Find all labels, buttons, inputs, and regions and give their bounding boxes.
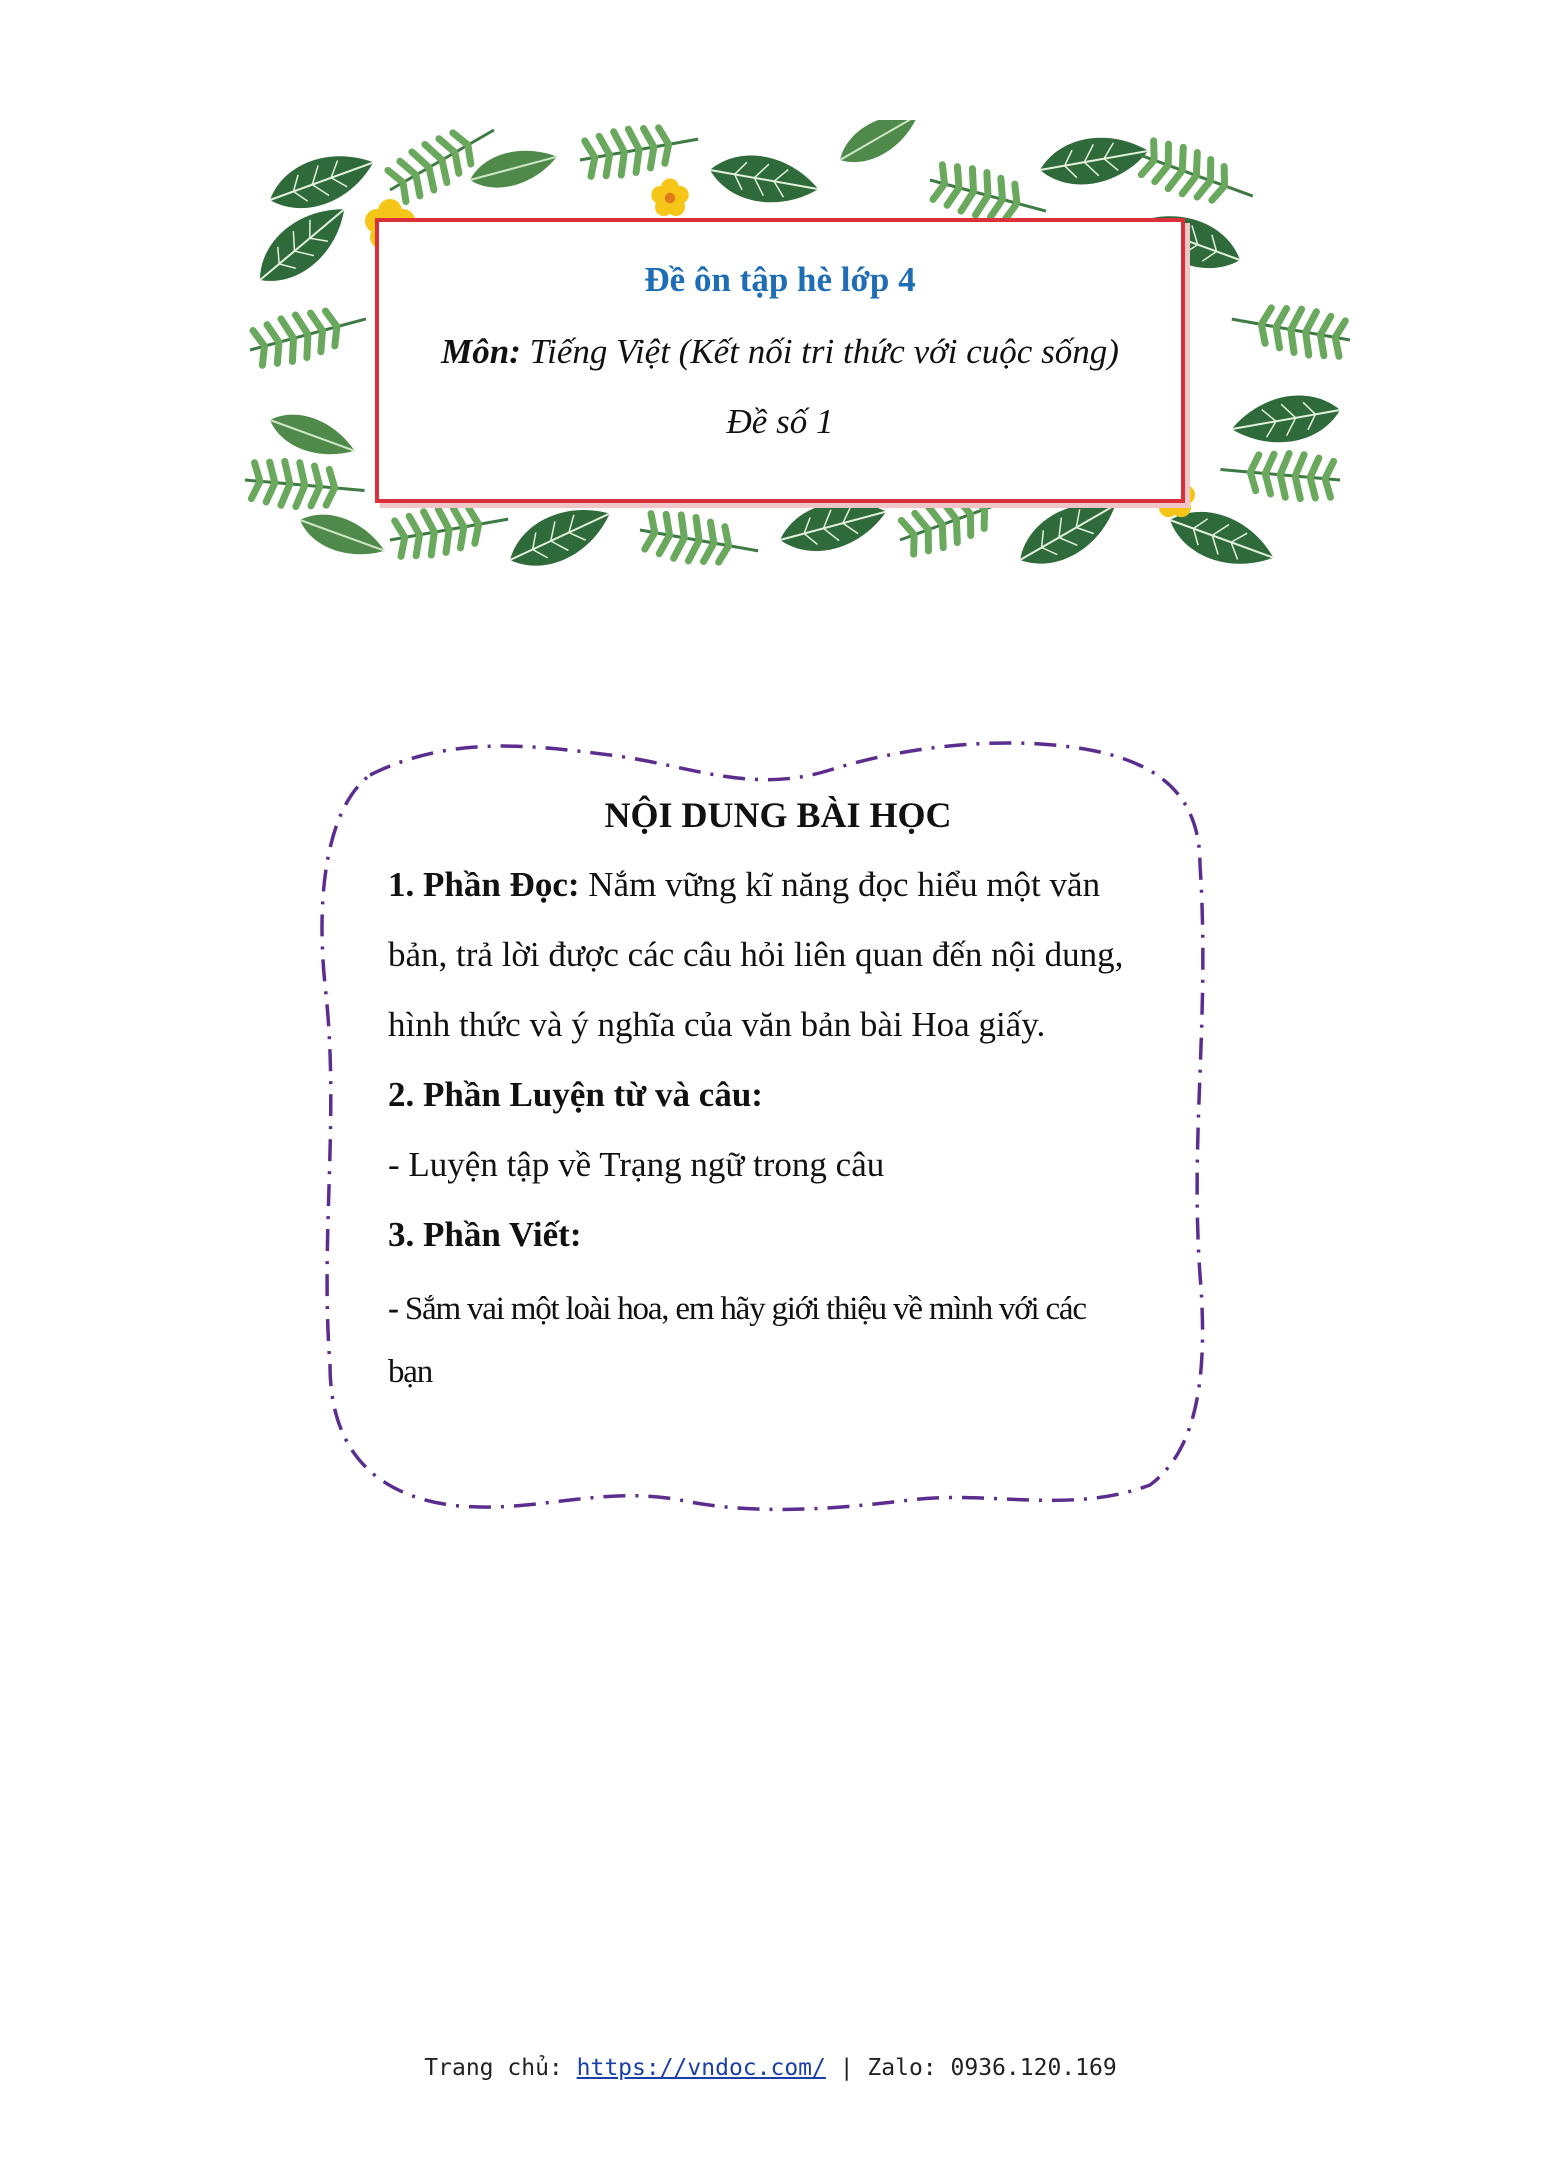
part3-dash: -	[388, 1291, 398, 1327]
home-link[interactable]: https://vndoc.com/	[576, 2055, 826, 2081]
lesson-content	[388, 780, 1168, 1404]
part2-item: - Luyện tập về Trạng ngữ trong câu	[388, 1145, 885, 1184]
part1-label: 1. Phần Đọc:	[388, 865, 580, 904]
part1-line1	[388, 850, 1168, 920]
subject-value: Tiếng Việt (Kết nối tri thức với cuộc sống)	[520, 332, 1119, 371]
home-label: Trang chủ:	[424, 2055, 577, 2081]
part1-line2: bản, trả lời được các câu hỏi liên quan đến nội dung,	[388, 935, 1124, 974]
part2-label: 2. Phần Luyện từ và câu:	[388, 1075, 763, 1114]
part3-label: 3. Phần Viết:	[388, 1215, 582, 1254]
footer-separator: |	[825, 2055, 868, 2081]
subject-line	[379, 332, 1181, 372]
header-title-box	[375, 218, 1185, 503]
zalo-label: Zalo:	[867, 2055, 951, 2081]
content-heading: NỘI DUNG BÀI HỌC	[604, 795, 952, 835]
zalo-number: 0936.120.169	[950, 2055, 1117, 2081]
part3-text	[388, 1278, 1168, 1404]
exam-number: Đề số 1	[726, 402, 834, 441]
page-footer	[0, 2055, 1541, 2081]
part3-line2: bạn	[388, 1354, 433, 1390]
part1-line3: hình thức và ý nghĩa của văn bản bài Hoa giấy.	[388, 1005, 1046, 1044]
subject-label: Môn:	[441, 332, 521, 371]
part3-line1: Sắm vai một loài hoa, em hãy giới thiệu về mình với các	[397, 1291, 1086, 1327]
document-title: Đề ôn tập hè lớp 4	[644, 260, 916, 299]
part1-text: Nắm vững kĩ năng đọc hiểu một văn	[579, 865, 1101, 904]
